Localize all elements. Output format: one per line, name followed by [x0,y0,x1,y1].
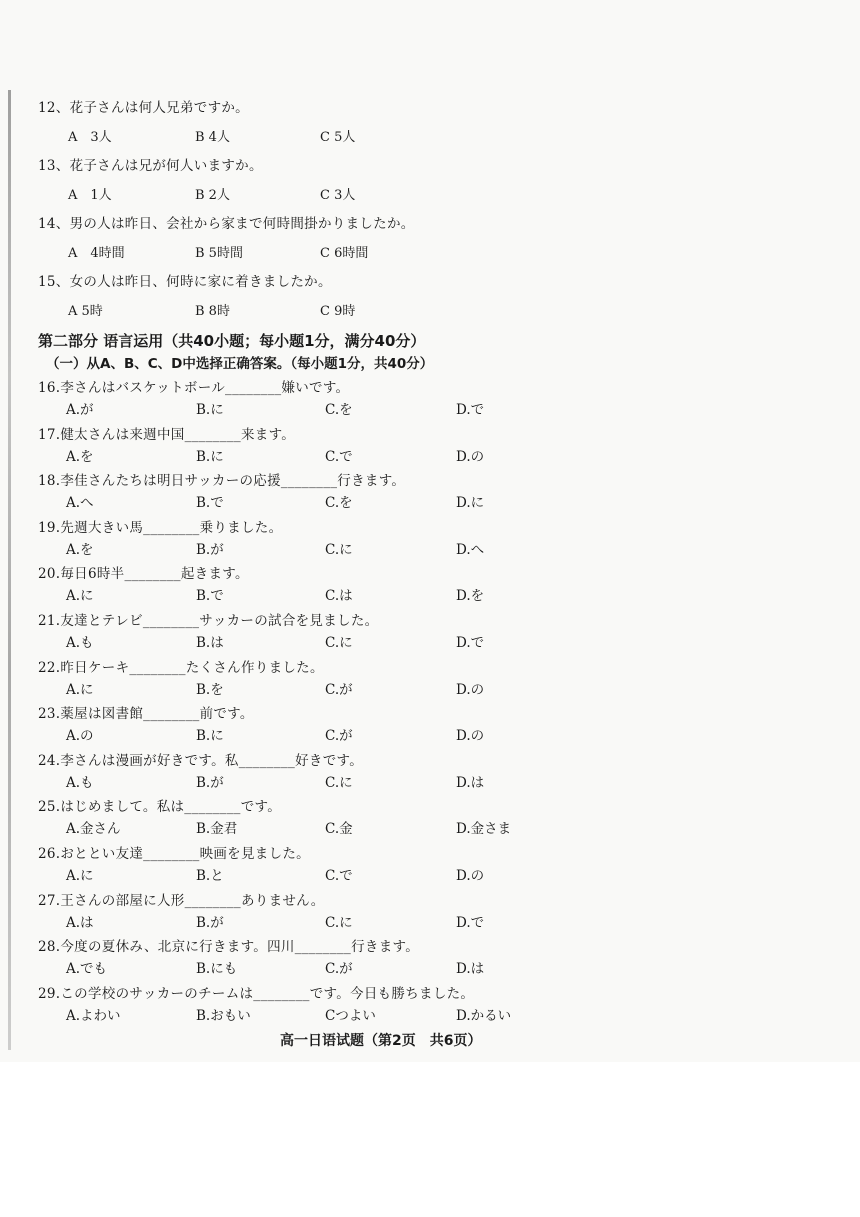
answer-option[interactable]: C 5人 [320,130,356,145]
answer-options [0,817,860,837]
answer-option[interactable]: D.へ [456,541,485,558]
section-subheading: （一）从A、B、C、D中选择正确答案。（每小题1分，共40分） [46,356,434,372]
answer-option[interactable]: B.は [196,635,224,651]
answer-option[interactable]: B.おもい [196,1007,251,1024]
answer-option[interactable]: C.に [325,914,353,931]
question-text: 17.健太さんは来週中国________来ます。 [38,426,296,443]
answer-option[interactable]: C.が [325,728,353,745]
answer-options [0,957,860,977]
question-text: 16.李さんはバスケットボール________嫌いです。 [38,380,350,396]
answer-option[interactable]: A 4時間 [68,246,125,261]
question-text: 18.李佳さんたちは明日サッカーの応援________行きます。 [38,473,406,490]
question-text: 15、女の人は昨日、何時に家に着きましたか。 [38,274,332,290]
question-text: 29.この学校のサッカーのチームは________です。今日も勝ちました。 [38,985,475,1002]
question-text: 20.毎日6時半________起きます。 [38,566,249,583]
question-text: 27.王さんの部屋に人形________ありません。 [38,892,325,909]
question-text: 22.昨日ケーキ________たくさん作りました。 [38,659,324,676]
answer-option[interactable]: B.で [196,588,224,605]
question-text: 13、花子さんは兄が何人いますか。 [38,158,263,174]
section-heading: 第二部分 语言运用（共40小题；每小题1分，满分40分） [38,332,426,350]
answer-options [0,126,860,146]
question-text: 24.李さんは漫画が好きです。私________好きです。 [38,752,364,769]
answer-option[interactable]: C.で [325,868,353,884]
answer-options [0,631,860,651]
question-text: 21.友達とテレビ________サッカーの試合を見ました。 [38,613,379,629]
answer-option[interactable]: D.は [456,774,485,791]
answer-option[interactable]: A 3人 [68,130,112,145]
answer-option[interactable]: A.を [66,541,94,558]
page-footer: 高一日语试题（第2页 共6页） [280,1033,482,1049]
answer-option[interactable]: A.は [66,914,94,931]
answer-option[interactable]: C.が [325,961,353,978]
answer-option[interactable]: B.を [196,681,224,698]
question-text: 26.おととい友達________映画を見ました。 [38,846,310,862]
question-text: 25.はじめまして。私は________です。 [38,799,282,816]
answer-option[interactable]: Cつよい [325,1007,376,1024]
answer-option[interactable]: B 8時 [195,304,230,319]
answer-option[interactable]: A.に [66,588,94,605]
answer-option[interactable]: A 5時 [68,304,103,319]
answer-option[interactable]: D.金さま [456,821,512,838]
answer-option[interactable]: B 2人 [195,188,230,203]
answer-option[interactable]: C.は [325,588,353,605]
answer-options [0,724,860,744]
answer-options [0,491,860,511]
answer-option[interactable]: B 4人 [195,130,230,145]
answer-options [0,1004,860,1024]
answer-option[interactable]: D.で [456,402,485,418]
answer-option[interactable]: C.を [325,402,353,418]
answer-option[interactable]: D.の [456,448,485,465]
answer-option[interactable]: D.に [456,495,485,512]
answer-option[interactable]: C.に [325,635,353,651]
answer-option[interactable]: A 1人 [68,188,112,203]
answer-options [0,398,860,418]
answer-options [0,864,860,884]
answer-options [0,678,860,698]
answer-options [0,242,860,262]
answer-option[interactable]: A.へ [66,495,94,512]
question-text: 19.先週大きい馬________乗りました。 [38,519,283,536]
answer-option[interactable]: B.と [196,868,224,884]
answer-option[interactable]: D.の [456,728,485,745]
answer-option[interactable]: A.に [66,868,94,884]
answer-option[interactable]: B.に [196,402,224,418]
answer-option[interactable]: C.で [325,448,353,465]
answer-option[interactable]: A.も [66,635,94,651]
answer-option[interactable]: D.で [456,635,485,651]
answer-option[interactable]: A.が [66,402,94,418]
answer-options [0,184,860,204]
answer-option[interactable]: C.を [325,495,353,512]
answer-option[interactable]: A.金さん [66,821,121,838]
answer-option[interactable]: D.かるい [456,1007,512,1024]
answer-option[interactable]: B.に [196,728,224,745]
answer-option[interactable]: B 5時間 [195,246,243,261]
answer-option[interactable]: B.金君 [196,821,238,838]
answer-option[interactable]: C.に [325,541,353,558]
answer-option[interactable]: D.の [456,868,485,884]
answer-options [0,445,860,465]
answer-option[interactable]: C.金 [325,821,353,838]
answer-option[interactable]: B.が [196,541,224,558]
answer-option[interactable]: B.で [196,495,224,512]
answer-option[interactable]: D.の [456,681,485,698]
binding-edge-shadow [8,90,11,1050]
answer-option[interactable]: A.の [66,728,94,745]
answer-options [0,584,860,604]
answer-option[interactable]: A.でも [66,961,108,978]
answer-option[interactable]: D.を [456,588,485,605]
answer-options [0,771,860,791]
answer-option[interactable]: A.よわい [66,1007,121,1024]
answer-option[interactable]: B.が [196,914,224,931]
answer-option[interactable]: B.に [196,448,224,465]
question-text: 23.薬屋は図書館________前です。 [38,706,254,723]
answer-option[interactable]: A.を [66,448,94,465]
answer-option[interactable]: A.に [66,681,94,698]
answer-option[interactable]: B.が [196,774,224,791]
question-text: 12、花子さんは何人兄弟ですか。 [38,100,249,116]
answer-option[interactable]: C.が [325,681,353,698]
answer-options [0,911,860,931]
answer-option[interactable]: A.も [66,774,94,791]
answer-option[interactable]: D.は [456,961,485,978]
answer-option[interactable]: C 3人 [320,188,356,203]
answer-option[interactable]: B.にも [196,961,238,978]
answer-option[interactable]: C 6時間 [320,246,369,261]
question-text: 14、男の人は昨日、会社から家まで何時間掛かりましたか。 [38,216,415,232]
question-text: 28.今度の夏休み、北京に行きます。四川________行きます。 [38,939,420,956]
answer-option[interactable]: C.に [325,774,353,791]
answer-option[interactable]: D.で [456,914,485,931]
answer-options [0,538,860,558]
answer-option[interactable]: C 9時 [320,304,356,319]
answer-options [0,300,860,320]
